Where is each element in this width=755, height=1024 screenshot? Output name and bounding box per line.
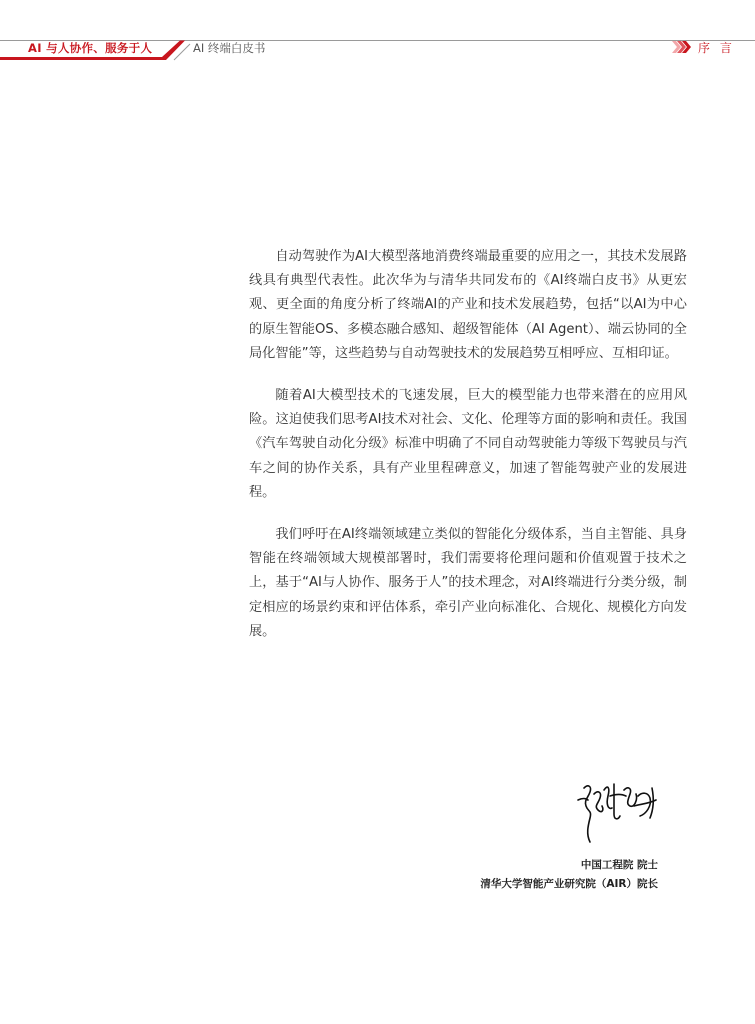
chevrons-right-icon [672, 41, 692, 53]
series-title: AI 与人协作、服务于人 [28, 41, 153, 55]
paragraph: 我们呼吁在AI终端领域建立类似的智能化分级体系，当自主智能、具身智能在终端领域大规模部署时，我们需要将伦理问题和价值观置于技术之上，基于“AI与人协作、服务于人”的技术理念，对AI终端进行分类分级，制定相应的场景约束和评估体系，牵引产业向标准化、合规化、规模化方向发展。 [249, 527, 687, 639]
paragraph: 随着AI大模型技术的飞速发展，巨大的模型能力也带来潜在的应用风险。这迫使我们思考AI技术对社会、文化、伦理等方面的影响和责任。我国《汽车驾驶自动化分级》标准中明确了不同自动驾驶能力等级下驾驶员与汽车之间的协作关系，具有产业里程碑意义，加速了智能驾驶产业的发展进程。 [249, 388, 687, 500]
page-header [0, 0, 755, 64]
signer-title-academician: 中国工程院 院士 [580, 859, 658, 871]
preface-body [249, 245, 687, 662]
section-label: 序 言 [698, 40, 735, 55]
handwritten-signature-icon [568, 770, 664, 846]
signer-title-dean: 清华大学智能产业研究院（AIR）院长 [480, 878, 658, 890]
document-title: AI 终端白皮书 [193, 41, 266, 55]
paragraph: 自动驾驶作为AI大模型落地消费终端最重要的应用之一，其技术发展路线具有典型代表性。此次华为与清华共同发布的《AI终端白皮书》从更宏观、更全面的角度分析了终端AI的产业和技术发展趋势，包括“以AI为中心的原生智能OS、多模态融合感知、超级智能体（AI Agent）、端云协同的全局化智能”等，这些趋势与自动驾驶技术的发展趋势互相呼应、互相印证。 [249, 249, 687, 361]
section-indicator [672, 38, 735, 56]
